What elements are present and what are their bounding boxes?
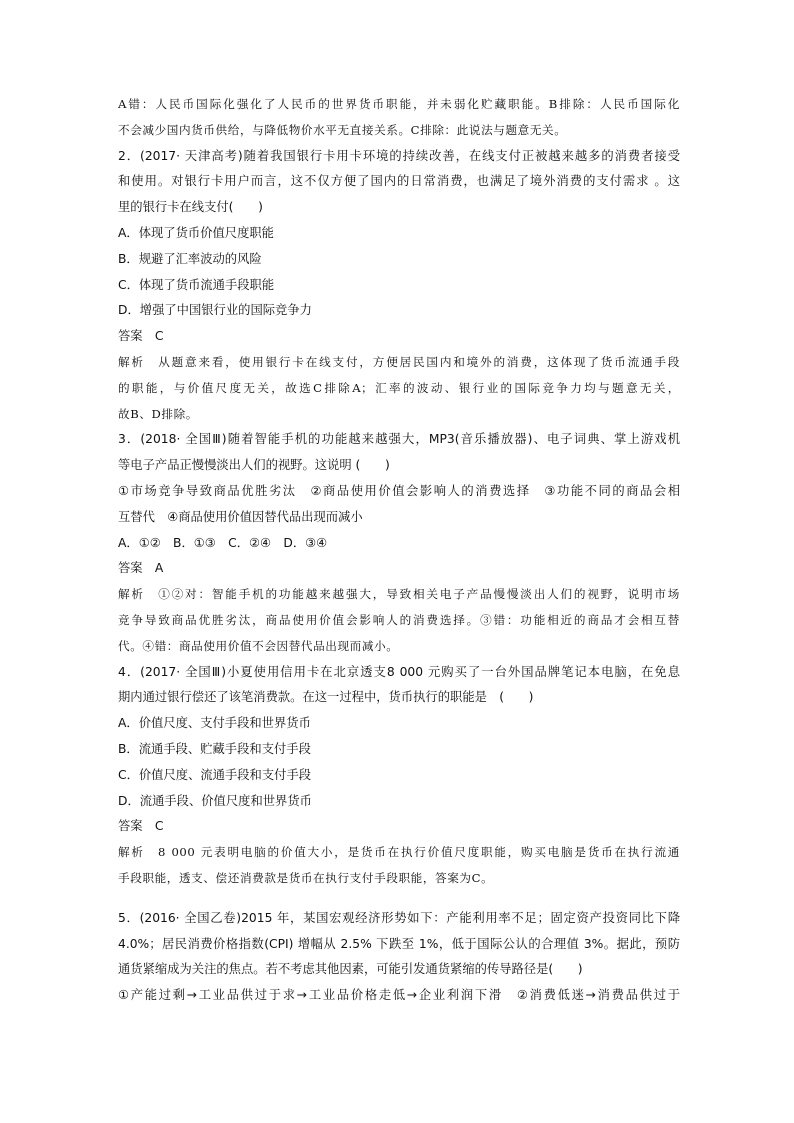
text-line: 3．(2018· 全国Ⅲ)随着智能手机的功能越来越强大，MP3(音乐播放器)、电子词典、掌上游戏机 — [118, 432, 680, 447]
text-line: ①市场竞争导致商品优胜劣汰 ②商品使用价值会影响人的消费选择 ③功能不同的商品会相 — [118, 483, 680, 498]
text-line: A．体现了货币价值尺度职能 — [118, 225, 274, 240]
text-line: 答案 C — [118, 329, 164, 344]
text-line: 里的银行卡在线支付( ) — [118, 200, 263, 215]
text-line: 2．(2017· 天津高考)随着我国银行卡用卡环境的持续改善，在线支付正被越来越多的消费者接受 — [118, 148, 680, 163]
text-line: A．价值尺度、支付手段和世界货币 — [118, 716, 311, 731]
text-line: 解析 ①②对：智能手机的功能越来越强大，导致相关电子产品慢慢淡出人们的视野，说明市场 — [118, 587, 680, 602]
text-line: 代。④错：商品使用价值不会因替代品出现而减小。 — [118, 638, 399, 653]
text-line: D．增强了中国银行业的国际竞争力 — [118, 303, 312, 318]
text-line: 故B、D排除。 — [118, 406, 198, 421]
text-line: A错：人民币国际化强化了人民币的世界货币职能，并未弱化贮藏职能。B排除：人民币国际化 — [118, 97, 680, 111]
text-line: ①产能过剩→工业品供过于求→工业品价格走低→企业利润下滑 ②消费低迷→消费品供过于 — [118, 988, 680, 1003]
paragraph-gap — [118, 892, 680, 906]
document-body — [118, 92, 680, 1009]
text-line: B．流通手段、贮藏手段和支付手段 — [118, 741, 311, 756]
text-line: 解析 8 000 元表明电脑的价值大小，是货币在执行价值尺度职能，购买电脑是货币在执行流通 — [118, 845, 680, 860]
text-line: B．规避了汇率波动的风险 — [118, 251, 262, 266]
text-line: A．①② B．①③ C．②④ D．③④ — [118, 535, 328, 550]
text-line: 等电子产品正慢慢淡出人们的视野。这说明 ( ) — [118, 458, 390, 473]
text-line: 4．(2017· 全国Ⅲ)小夏使用信用卡在北京透支8 000 元购买了一台外国品牌笔记本电脑，在免息 — [118, 664, 680, 679]
text-line: 4.0%；居民消费价格指数(CPI) 增幅从 2.5% 下跌至 1%，低于国际公认的合理值 3%。据此，预防 — [118, 936, 680, 951]
text-line: 5．(2016· 全国乙卷)2015 年，某国宏观经济形势如下：产能利用率不足；固定资产投资同比下降 — [118, 910, 680, 925]
text-line: D．流通手段、价值尺度和世界货币 — [118, 793, 312, 808]
text-line: 不会减少国内货币供给，与降低物价水平无直接关系。C排除：此说法与题意无关。 — [118, 122, 567, 137]
text-line: 期内通过银行偿还了该笔消费款。在这一过程中，货币执行的职能是 ( ) — [118, 690, 534, 705]
text-line: C．价值尺度、流通手段和支付手段 — [118, 767, 312, 782]
text-line: 答案 C — [118, 819, 164, 834]
text-line: 答案 A — [118, 561, 164, 576]
text-line: 互替代 ④商品使用价值因替代品出现而减小 — [118, 509, 363, 524]
text-line: 手段职能，透支、偿还消费款是货币在执行支付手段职能，答案为C。 — [118, 870, 494, 885]
text-line: 和使用。对银行卡用户而言，这不仅方便了国内的日常消费，也满足了境外消费的支付需求 。这 — [118, 174, 680, 189]
text-line: 通货紧缩成为关注的焦点。若不考虑其他因素，可能引发通货紧缩的传导路径是( ) — [118, 962, 583, 977]
text-line: C．体现了货币流通手段职能 — [118, 277, 275, 292]
text-line: 的职能，与价值尺度无关，故选C排除A；汇率的波动、银行业的国际竞争力均与题意无关， — [118, 380, 680, 395]
text-line: 竞争导致商品优胜劣汰，商品使用价值会影响人的消费选择。③错：功能相近的商品才会相互替 — [118, 612, 680, 627]
text-line: 解析 从题意来看，使用银行卡在线支付，方便居民国内和境外的消费，这体现了货币流通手段 — [118, 354, 680, 369]
